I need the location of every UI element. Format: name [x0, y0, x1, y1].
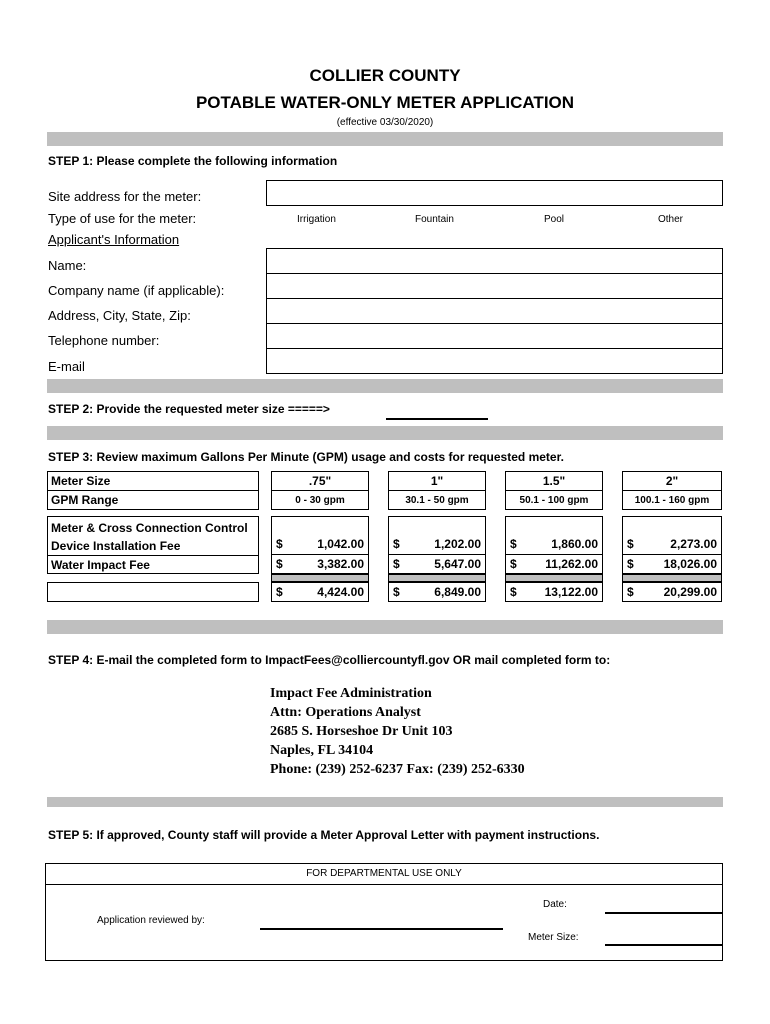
currency: $	[510, 557, 517, 571]
site-address-label: Site address for the meter:	[48, 189, 202, 204]
currency: $	[510, 537, 517, 551]
total-1	[388, 582, 486, 602]
total-value: 6,849.00	[434, 585, 481, 599]
currency: $	[627, 557, 634, 571]
total-label-box	[47, 582, 259, 602]
email-label: E-mail	[48, 359, 85, 374]
currency: $	[510, 585, 517, 599]
currency: $	[627, 537, 634, 551]
meter-size-input[interactable]	[386, 404, 488, 420]
company-input[interactable]	[266, 273, 723, 299]
fee-separator	[622, 574, 722, 582]
name-label: Name:	[48, 258, 87, 273]
currency: $	[276, 537, 283, 551]
step3-heading: STEP 3: Review maximum Gallons Per Minute (GPM) usage and costs for requested meter.	[48, 450, 564, 464]
email-input[interactable]	[266, 348, 723, 374]
total-value: 4,424.00	[317, 585, 364, 599]
impact-fee-1	[389, 555, 485, 573]
section-divider	[47, 797, 723, 807]
reviewed-by-label: Application reviewed by:	[97, 915, 205, 926]
meter-size-label: Meter Size:	[528, 932, 579, 943]
fee-box-2	[622, 516, 722, 574]
meter-size-line[interactable]	[605, 944, 722, 946]
section-divider	[47, 426, 723, 440]
fee-box-1	[388, 516, 486, 574]
fee-separator	[388, 574, 486, 582]
date-label: Date:	[543, 899, 567, 910]
section-divider	[47, 379, 723, 393]
fee-box-15	[505, 516, 603, 574]
gpm-range-2: 100.1 - 160 gpm	[622, 490, 722, 510]
meter-size-15: 1.5"	[505, 471, 603, 491]
install-fee-075	[272, 535, 368, 553]
county-title: COLLIER COUNTY	[309, 66, 461, 85]
total-value: 13,122.00	[544, 585, 598, 599]
install-fee-2	[623, 535, 721, 553]
impact-fee-label: Water Impact Fee	[48, 555, 258, 574]
gpm-range-1: 30.1 - 50 gpm	[388, 490, 486, 510]
currency: $	[393, 537, 400, 551]
step5-heading: STEP 5: If approved, County staff will provide a Meter Approval Letter with payment instructions.	[48, 828, 600, 842]
install-fee-1	[389, 535, 485, 553]
install-fee-label-line2: Device Installation Fee	[51, 539, 181, 553]
meter-size-header: Meter Size	[47, 471, 259, 491]
gpm-range-15: 50.1 - 100 gpm	[505, 490, 603, 510]
install-fee-label-line1: Meter & Cross Connection Control	[51, 521, 248, 535]
use-option-other[interactable]: Other	[658, 214, 684, 225]
impact-fee-15	[506, 555, 602, 573]
step1-heading: STEP 1: Please complete the following information	[48, 154, 338, 168]
impact-fee-075	[272, 555, 368, 573]
departmental-heading: FOR DEPARTMENTAL USE ONLY	[46, 864, 722, 885]
section-divider	[47, 132, 723, 146]
effective-date: (effective 03/30/2020)	[336, 117, 434, 128]
fee-labels-box	[47, 516, 259, 574]
address-line-3: 2685 S. Horseshoe Dr Unit 103	[270, 724, 453, 739]
date-line[interactable]	[605, 912, 722, 914]
install-fee-value: 1,202.00	[434, 537, 481, 551]
form-title: POTABLE WATER-ONLY METER APPLICATION	[195, 93, 575, 112]
impact-fee-value: 3,382.00	[317, 557, 364, 571]
install-fee-value: 1,860.00	[551, 537, 598, 551]
fee-separator	[505, 574, 603, 582]
total-15	[505, 582, 603, 602]
step4-heading: STEP 4: E-mail the completed form to ImpactFees@colliercountyfl.gov OR mail completed form to:	[48, 653, 611, 667]
name-input[interactable]	[266, 248, 723, 274]
total-value: 20,299.00	[663, 585, 717, 599]
total-075	[271, 582, 369, 602]
currency: $	[276, 557, 283, 571]
install-fee-value: 2,273.00	[670, 537, 717, 551]
use-option-irrigation[interactable]: Irrigation	[297, 214, 336, 225]
telephone-label: Telephone number:	[48, 333, 160, 348]
impact-fee-value: 18,026.00	[663, 557, 717, 571]
reviewed-by-line[interactable]	[260, 928, 503, 930]
address-line-1: Impact Fee Administration	[270, 686, 432, 701]
site-address-input[interactable]	[266, 180, 723, 206]
company-label: Company name (if applicable):	[48, 283, 225, 298]
gpm-range-075: 0 - 30 gpm	[271, 490, 369, 510]
telephone-input[interactable]	[266, 323, 723, 349]
fee-box-075	[271, 516, 369, 574]
install-fee-value: 1,042.00	[317, 537, 364, 551]
impact-fee-value: 11,262.00	[545, 557, 598, 571]
currency: $	[276, 585, 283, 599]
fee-separator	[271, 574, 369, 582]
install-fee-15	[506, 535, 602, 553]
applicant-heading: Applicant's Information	[48, 232, 180, 247]
impact-fee-value: 5,647.00	[434, 557, 481, 571]
meter-size-075: .75"	[271, 471, 369, 491]
address-label: Address, City, State, Zip:	[48, 308, 191, 323]
address-input[interactable]	[266, 298, 723, 324]
currency: $	[393, 557, 400, 571]
meter-size-2: 2"	[622, 471, 722, 491]
section-divider	[47, 620, 723, 634]
total-2	[622, 582, 722, 602]
address-line-4: Naples, FL 34104	[270, 743, 374, 758]
meter-size-1: 1"	[388, 471, 486, 491]
step2-heading: STEP 2: Provide the requested meter size =====>	[48, 402, 330, 416]
use-option-pool[interactable]: Pool	[544, 214, 565, 225]
address-line-2: Attn: Operations Analyst	[270, 705, 421, 720]
impact-fee-2	[623, 555, 721, 573]
use-option-fountain[interactable]: Fountain	[415, 214, 454, 225]
currency: $	[393, 585, 400, 599]
currency: $	[627, 585, 634, 599]
use-type-label: Type of use for the meter:	[48, 211, 197, 226]
gpm-range-header: GPM Range	[47, 490, 259, 510]
address-phone-fax: Phone: (239) 252-6237 Fax: (239) 252-6330	[270, 762, 525, 777]
